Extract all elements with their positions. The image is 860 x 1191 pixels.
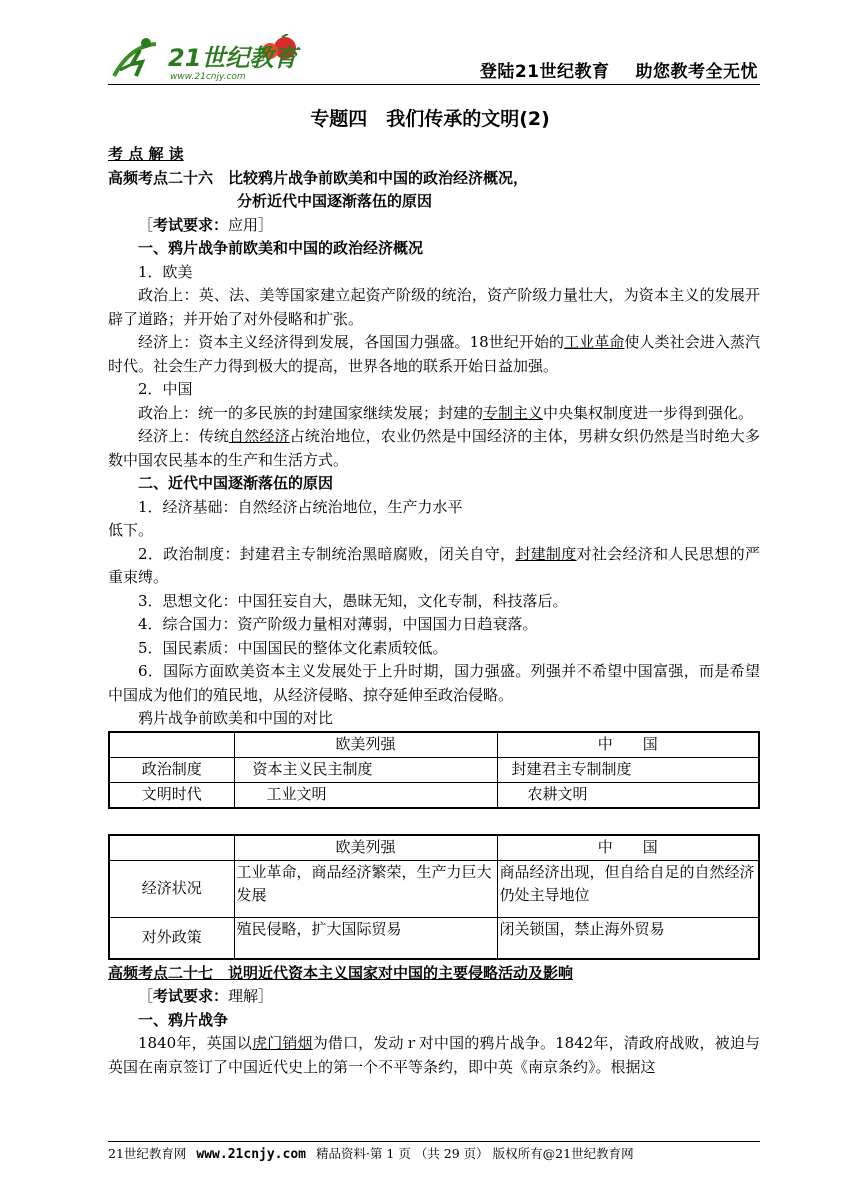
kp27-p1: 1840年，英国以虎门销烟为借口，发动ｒ对中国的鸦片战争。1842年，清政府战败，被迫与英国在南京签订了中国近代史上的第一个不平等条约，即中英《南京条约》。根据这 (108, 1034, 760, 1076)
table-cell (109, 835, 234, 861)
table-row (109, 782, 759, 808)
kp26-item1: 1．欧美 (138, 262, 193, 281)
comparison-table-1 (108, 731, 760, 809)
footer-site: 21世纪教育网 (108, 1146, 187, 1161)
table-caption: 鸦片战争前欧美和中国的对比 (138, 709, 334, 727)
table-cell: 工业革命，商品经济繁荣，生产力巨大发展 (234, 860, 497, 917)
kp26-heading-2: 分析近代中国逐渐落伍的原因 (237, 192, 433, 210)
main-content (108, 143, 760, 1079)
table-cell: 商品经济出现，但自给自足的自然经济仍处主导地位 (497, 860, 759, 917)
table-row (109, 757, 759, 782)
table-header: 欧美列强 (234, 835, 497, 861)
logo (110, 34, 310, 82)
table-cell: 殖民侵略，扩大国际贸易 (234, 917, 497, 959)
footer-url: www.21cnjy.com (196, 1147, 306, 1162)
kp26-r2: 2．政治制度：封建君主专制统治黑暗腐败，闭关自守，封建制度对社会经济和人民思想的严重束缚。 (108, 544, 760, 586)
svg-text:www.21cnjy.com: www.21cnjy.com (170, 72, 246, 82)
kp26-sub2: 二、近代中国逐渐落伍的原因 (138, 474, 334, 492)
kp27-heading: 高频考点二十七 说明近代资本主义国家对中国的主要侵略活动及影响 (108, 963, 574, 982)
page-header (108, 32, 760, 85)
kp26-p3: 政治上：统一的多民族的封建国家继续发展；封建的专制主义中央集权制度进一步得到强化。 (138, 403, 754, 422)
table-header: 欧美列强 (234, 732, 497, 758)
table-row (109, 917, 759, 959)
kp26-r1-cont: 低下。 (108, 521, 154, 539)
table-cell: 农耕文明 (497, 782, 759, 808)
kp26-r6: 6．国际方面欧美资本主义发展处于上升时期，国力强盛。列强并不希望中国富强，而是希望中国成为他们的殖民地，从经济侵略、掠夺延伸至政治侵略。 (108, 662, 760, 704)
kp26-p4: 经济上：传统自然经济占统治地位，农业仍然是中国经济的主体，男耕女织仍然是当时绝大多数中国农民基本的生产和生活方式。 (108, 427, 760, 469)
kp26-r3: 3．思想文化：中国狂妄自大，愚昧无知，文化专制，科技落后。 (138, 591, 568, 610)
table-cell: 工业文明 (234, 782, 497, 808)
footer-page-info: 精品资料·第 1 页 （共 29 页） 版权所有@21世纪教育网 (315, 1146, 634, 1161)
kp26-p2: 经济上：资本主义经济得到发展，各国国力强盛。18世纪开始的工业革命使人类社会进入蒸汽时代。社会生产力得到极大的提高，世界各地的联系开始日益加强。 (108, 333, 760, 375)
comparison-table-2 (108, 834, 760, 960)
table-row (109, 835, 759, 861)
header-slogan: 登陆21世纪教育 助您教考全无忧 (479, 62, 758, 82)
table-cell: 封建君主专制制度 (497, 757, 759, 782)
kp26-r4: 4．综合国力：资产阶级力量相对薄弱，中国国力日趋衰落。 (138, 615, 538, 633)
table-cell (109, 732, 234, 758)
table-cell: 政治制度 (109, 757, 234, 782)
kp26-requirement: ［考试要求：应用］ (138, 215, 274, 234)
logo-graphic (110, 34, 310, 82)
kp26-heading: 高频考点二十六 比较鸦片战争前欧美和中国的政治经济概况， (108, 168, 529, 187)
kp26-r1: 1．经济基础：自然经济占统治地位，生产力水平 (138, 497, 463, 516)
kp26-item2: 2．中国 (138, 380, 193, 398)
table-row (109, 860, 759, 917)
table-header: 中 国 (497, 732, 759, 758)
table-cell: 文明时代 (109, 782, 234, 808)
kp27-requirement: ［考试要求：理解］ (138, 987, 274, 1005)
table-row (109, 732, 759, 758)
kp26-sub1: 一、鸦片战争前欧美和中国的政治经济概况 (138, 239, 424, 257)
kp27-sub1: 一、鸦片战争 (138, 1010, 229, 1029)
kp26-p1: 政治上：英、法、美等国家建立起资产阶级的统治，资产阶级力量壮大，为资本主义的发展开辟了道路；并开始了对外侵略和扩张。 (108, 286, 760, 328)
section-label: 考 点 解 读 (108, 145, 184, 163)
table-header: 中 国 (497, 835, 759, 861)
table-cell: 对外政策 (109, 917, 234, 959)
page-title: 专题四 我们传承的文明(2) (310, 108, 550, 130)
table-cell: 经济状况 (109, 860, 234, 917)
table-cell: 资本主义民主制度 (234, 757, 497, 782)
page-footer (108, 1141, 760, 1162)
svg-text:21世纪教育: 21世纪教育 (168, 44, 298, 72)
table-cell: 闭关锁国，禁止海外贸易 (497, 917, 759, 959)
kp26-r5: 5．国民素质：中国国民的整体文化素质较低。 (138, 638, 448, 657)
